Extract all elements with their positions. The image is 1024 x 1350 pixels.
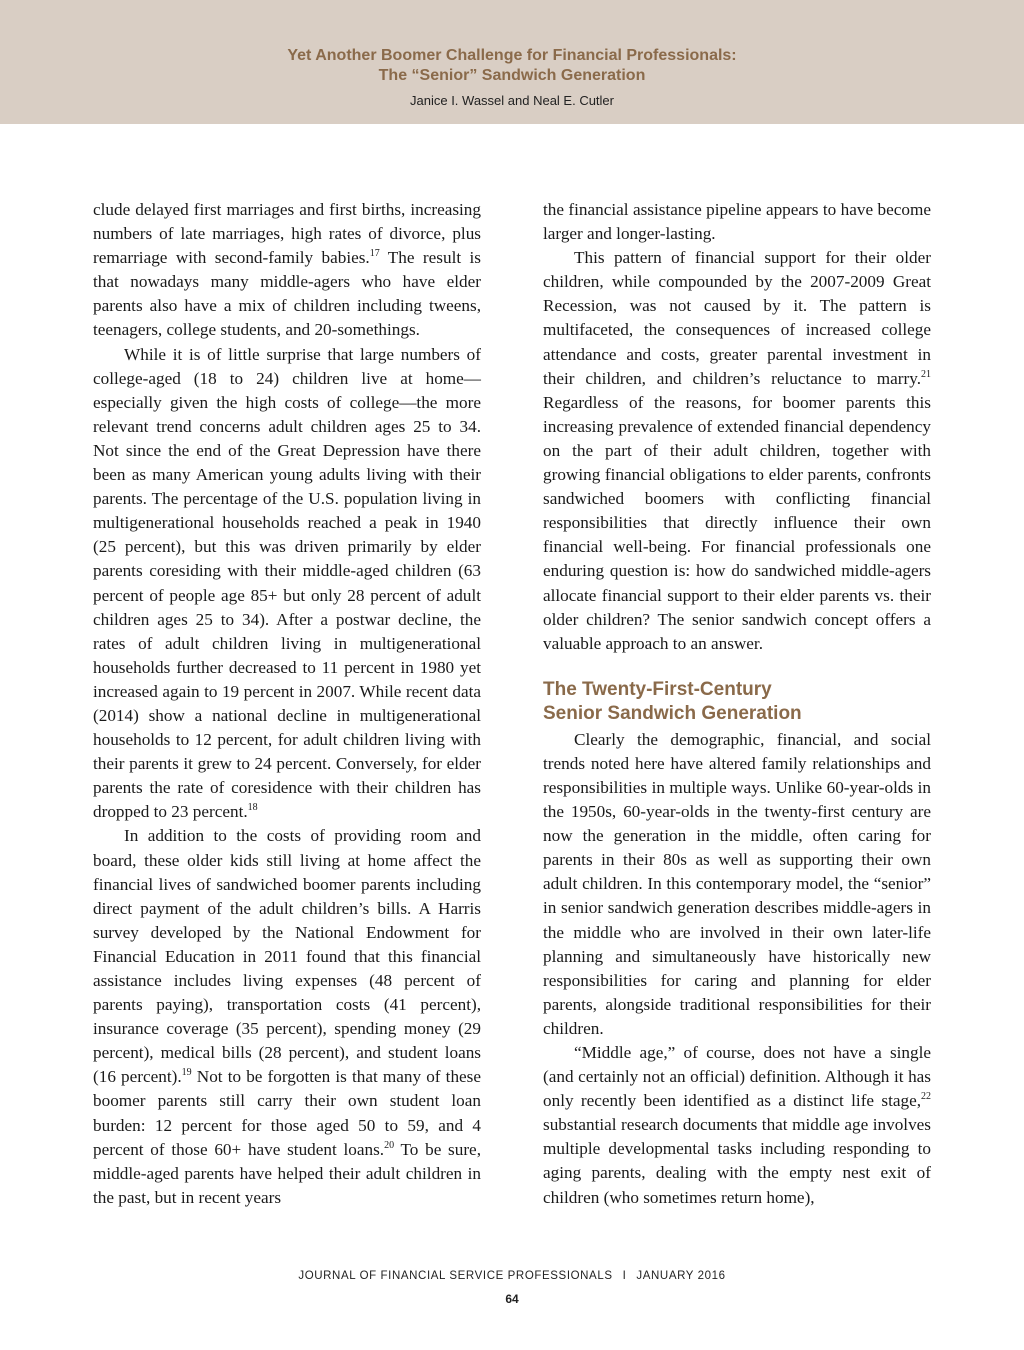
footnote-ref: 22 xyxy=(921,1091,931,1103)
page-footer xyxy=(0,1270,1024,1282)
paragraph: the financial assistance pipeline appears to have become larger and longer-lasting. xyxy=(543,200,931,244)
paragraph: In addition to the costs of providing room and board, these older kids still living at home affect the financial lives of sandwiched boomer parents including direct payment of the adult children’s bills. A Harris survey developed by the National Endowment for Financial Education in 2011 found that this financial assistance includes living expenses (48 percent of parents paying), transportation costs (41 percent), insurance coverage (35 percent), spending money (29 percent), medical bills (28 percent), and student loans (16 percent).$^{19}$ Not to be forgotten is that many of these boomer parents still carry their own student loan burden: 12 percent for those aged 50 to 59, and 4 percent of those 60+ have student loans.$^{20}$ To be sure, middle-aged parents have helped their adult children in the past, but in recent years xyxy=(93,826,481,1207)
page-header xyxy=(0,0,1024,124)
paragraph: This pattern of financial support for their older children, while compounded by the 2007-2009 Great Recession, was not caused by it. The pattern is multifaceted, the consequences of increased college attendance and costs, greater parental investment in their children, and children’s reluctance to marry.$^{21}$ Regardless of the reasons, for boomer parents this increasing prevalence of extended financial dependency on the part of their adult children, together with growing financial obligations to elder parents, confronts sandwiched boomers with conflicting financial responsibilities that directly influence their own financial well-being. For financial professionals one enduring question is: how do sandwiched middle-agers allocate financial support to their elder parents vs. their older children? The senior sandwich concept offers a valuable approach to an answer. xyxy=(543,248,931,653)
footnote-ref: 20 xyxy=(384,1139,395,1151)
left-column xyxy=(93,198,481,1210)
section-heading: The Twenty-First-Century Senior Sandwich Generation xyxy=(543,678,802,724)
footnote-ref: 18 xyxy=(247,802,258,814)
article-title-line-2: The “Senior” Sandwich Generation xyxy=(378,67,646,84)
right-column xyxy=(543,198,931,1210)
page-number: 64 xyxy=(505,1292,519,1306)
footnote-ref: 19 xyxy=(181,1067,192,1079)
journal-name: JOURNAL OF FINANCIAL SERVICE PROFESSIONALS xyxy=(298,1270,613,1282)
issue-date: JANUARY 2016 xyxy=(636,1270,726,1282)
paragraph: “Middle age,” of course, does not have a single (and certainly not an official) definition. Although it has only recently been identified as a distinct life stage,$^{22}$ substantial research documents that middle age involves multiple developmental tasks including responding to aging parents, dealing with the empty nest exit of children (who sometimes return home), xyxy=(543,1043,931,1207)
footnote-ref: 17 xyxy=(369,248,380,260)
paragraph: While it is of little surprise that large numbers of college-aged (18 to 24) children live at home—especially given the high costs of college—the more relevant trend concerns adult children ages 25 to 34. Not since the end of the Great Depression have there been as many American young adults living with their parents. The percentage of the U.S. population living in multigenerational households reached a peak in 1940 (25 percent), but this was driven primarily by elder parents coresiding with their middle-aged children (63 percent of people age 85+ but only 28 percent of adult children ages 25 to 34). After a postwar decline, the rates of adult children living in multigenerational households further decreased to 11 percent in 1980 yet increased again to 19 percent in 2007. While recent data (2014) show a national decline in multigenerational households to 12 percent, for adult children living with their parents it grew to 24 percent. Conversely, for elder parents the rate of coresidence with their children has dropped to 23 percent.$^{18}$ xyxy=(93,344,481,822)
footnote-ref: 21 xyxy=(921,368,931,380)
paragraph: Clearly the demographic, financial, and social trends noted here have altered family relationships and responsibilities in multiple ways. Unlike 60-year-olds in the 1950s, 60-year-olds in the twenty-first century are now the generation in the middle, often caring for parents in their 80s as well as supporting their own adult children. In this contemporary model, the “senior” in senior sandwich generation describes middle-agers in the middle who are involved in their own later-life planning and simultaneously have historically new responsibilities for caring and planning for elder parents, alongside traditional responsibilities for their children. xyxy=(543,729,931,1038)
paragraph: clude delayed first marriages and first births, increasing numbers of late marriages, high rates of divorce, plus remarriage with second-family babies.$^{17}$ The result is that nowadays many middle-agers who have elder parents also have a mix of children including tweens, teenagers, college students, and 20-somethings. xyxy=(93,200,481,340)
article-title-line-1: Yet Another Boomer Challenge for Financial Professionals: xyxy=(287,47,737,64)
footer-separator: I xyxy=(622,1270,627,1282)
article-authors: Janice I. Wassel and Neal E. Cutler xyxy=(410,93,614,108)
